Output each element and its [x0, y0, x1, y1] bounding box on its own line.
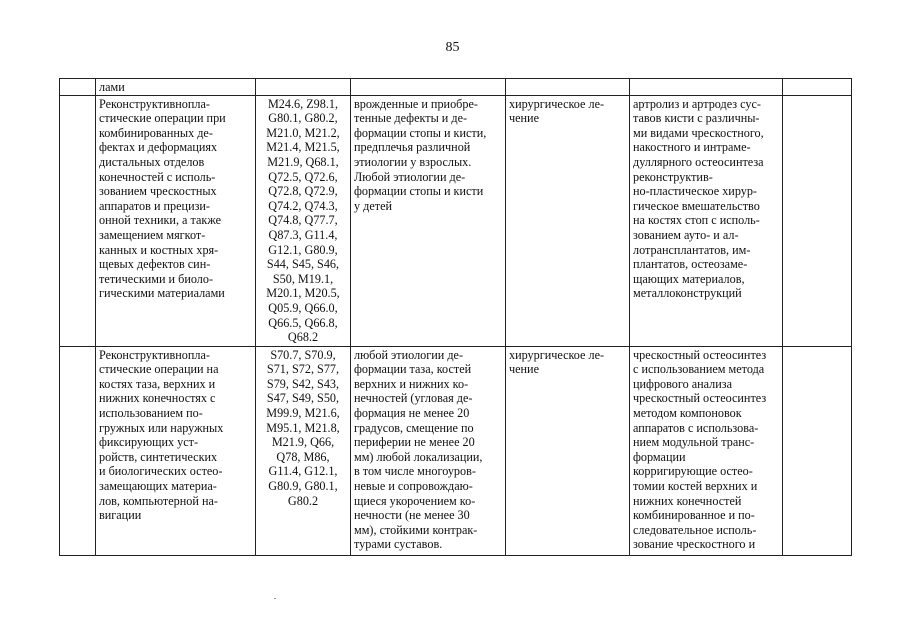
cell-text-line: любой этиологии де- [354, 347, 463, 362]
medical-procedures-table [59, 78, 852, 556]
cell-text-line: дистальных отделов [99, 154, 205, 169]
condition-cell [351, 95, 506, 346]
treatment-description-cell [630, 95, 783, 346]
cell-text-line: S70.7, S70.9, [270, 347, 336, 362]
cell-text-line: этиологии у взрослых. [354, 154, 472, 169]
cell-text-line: Q05.9, Q66.0, [268, 300, 338, 315]
cell-text-line: M21.9, Q68.1, [267, 154, 339, 169]
diagnosis-codes-cell [256, 346, 351, 555]
cell-text-line: M95.1, M21.8, [266, 420, 340, 435]
cell-text-line: фектах и деформациях [99, 140, 218, 155]
extra-cell [783, 346, 852, 555]
cell-text-line: артролиз и артродез сус- [633, 96, 761, 111]
cell-text-line: Q74.8, Q77.7, [268, 213, 338, 228]
cell-text-line: чрескостный остеосинтез [633, 347, 767, 362]
diagnosis-codes-cell [256, 79, 351, 96]
treatment-description-cell [630, 346, 783, 555]
cell-text-line: и биологических остео- [99, 464, 223, 479]
cell-text-line: использованием по- [99, 405, 203, 420]
cell-text-line: верхних и нижних ко- [354, 376, 469, 391]
cell-text-line: гружных или наружных [99, 420, 224, 435]
cell-text-line: чение [509, 111, 539, 126]
cell-text-line: чрескостный остеосинтез [633, 391, 767, 406]
table-row [60, 79, 852, 96]
cell-text-line: S44, S45, S46, [266, 257, 340, 272]
cell-text-line: M21.4, M21.5, [266, 140, 340, 155]
cell-text-line: лотрансплантатов, им- [633, 242, 751, 257]
extra-cell [783, 95, 852, 346]
cell-text-line: на костях стоп с исполь- [633, 213, 760, 228]
cell-text-line: формации стопы и кисти, [354, 125, 487, 140]
cell-text-line: S50, M19.1, [272, 271, 334, 286]
cell-text-line: комбинированное и по- [633, 508, 755, 523]
cell-text-line: формации [633, 449, 686, 464]
cell-text-line: Реконструктивнопла- [99, 96, 210, 111]
cell-text-line: щевых дефектов син- [99, 257, 211, 272]
cell-text-line: зование чрескостного и [633, 537, 756, 552]
cell-text-line: щиеся укорочением ко- [354, 493, 476, 508]
condition-cell [351, 346, 506, 555]
cell-text-line: стические операции на [99, 362, 219, 377]
cell-text-line: томии костей верхних и [633, 478, 758, 493]
diagnosis-codes-cell [256, 95, 351, 346]
treatment-description-cell [630, 79, 783, 96]
cell-text-line: формация не менее 20 [354, 405, 470, 420]
cell-text-line: ройств, синтетических [99, 449, 218, 464]
cell-text-line: дуллярного остеосинтеза [633, 154, 764, 169]
cell-text-line: формации таза, костей [354, 362, 472, 377]
cell-text-line: врожденные и приобре- [354, 96, 478, 111]
cell-text-line: Q78, M86, [276, 449, 330, 464]
table-body [60, 79, 852, 556]
cell-text-line: нечности (не менее 30 [354, 508, 470, 523]
cell-text-line: M99.9, M21.6, [266, 405, 340, 420]
cell-text-line: тенные дефекты и де- [354, 111, 468, 126]
cell-text-line: гическими материалами [99, 286, 225, 301]
cell-text-line: в том числе многоуров- [354, 464, 476, 479]
cell-text-line: лами [99, 80, 125, 94]
cell-text-line: нижних конечностях с [99, 391, 216, 406]
cell-text-line: ми видами чрескостного, [633, 125, 764, 140]
cell-text-line: корригирующие остео- [633, 464, 753, 479]
cell-text-line: чение [509, 362, 539, 377]
cell-text-line: щающих материалов, [633, 271, 745, 286]
cell-text-line: металлоконструкций [633, 286, 742, 301]
cell-text-line: тавов кисти с различны- [633, 111, 760, 126]
cell-text-line: хирургическое ле- [509, 96, 605, 111]
cell-text-line: цифрового анализа [633, 376, 733, 391]
cell-text-line: M24.6, Z98.1, [267, 96, 339, 111]
cell-text-line: градусов, смещение по [354, 420, 474, 435]
cell-text-line: периферии не менее 20 [354, 435, 475, 450]
cell-text-line: хирургическое ле- [509, 347, 605, 362]
cell-text-line: зованием ауто- и ал- [633, 227, 739, 242]
method-cell [96, 95, 256, 346]
cell-text-line: Q72.5, Q72.6, [268, 169, 338, 184]
cell-text-line: онной техники, а также [99, 213, 221, 228]
cell-text-line: G11.4, G12.1, [268, 464, 338, 479]
cell-text-line: Q66.5, Q66.8, [268, 315, 338, 330]
cell-text-line: стические операции при [99, 111, 226, 126]
cell-text-line: фиксирующих уст- [99, 435, 199, 450]
cell-text-line: с использованием метода [633, 362, 765, 377]
cell-text-line: лов, компьютерной на- [99, 493, 218, 508]
cell-text-line: G80.2 [287, 493, 319, 508]
cell-text-line: замещающих материа- [99, 478, 217, 493]
cell-text-line: нечностей (угловая де- [354, 391, 473, 406]
cell-text-line: турами суставов. [354, 537, 443, 552]
cell-text-line: Реконструктивнопла- [99, 347, 210, 362]
cell-text-line: G80.9, G80.1, [268, 478, 338, 493]
cell-text-line: плантатов, остеозаме- [633, 257, 748, 272]
cell-text-line: конечностей с исполь- [99, 169, 216, 184]
cell-text-line: G12.1, G80.9, [268, 242, 338, 257]
cell-text-line: следовательное исполь- [633, 522, 757, 537]
treatment-type-cell [506, 79, 630, 96]
page-number: 85 [445, 40, 460, 55]
table-row [60, 95, 852, 346]
cell-text-line: аппаратов с использова- [633, 420, 759, 435]
row-number-cell [60, 79, 96, 96]
cell-text-line: Любой этиологии де- [354, 169, 466, 184]
row-number-cell [60, 346, 96, 555]
cell-text-line: M20.1, M20.5, [266, 286, 340, 301]
cell-text-line: невые и сопровождаю- [354, 478, 473, 493]
cell-text-line: костях таза, верхних и [99, 376, 216, 391]
treatment-type-cell [506, 95, 630, 346]
row-number-cell [60, 95, 96, 346]
cell-text-line: мм), стойкими контрак- [354, 522, 478, 537]
cell-text-line: формации стопы и кисти [354, 184, 484, 199]
cell-text-line: реконструктив- [633, 169, 713, 184]
cell-text-line: предплечья различной [354, 140, 471, 155]
cell-text-line: вигации [99, 508, 142, 523]
cell-text-line: у детей [354, 198, 393, 213]
cell-text-line: S79, S42, S43, [266, 376, 340, 391]
cell-text-line: накостного и интраме- [633, 140, 751, 155]
condition-cell [351, 79, 506, 96]
cell-text-line: M21.9, Q66, [271, 435, 335, 450]
cell-text-line: M21.0, M21.2, [266, 125, 340, 140]
cell-text-line: гическое вмешательство [633, 198, 760, 213]
cell-text-line: нижних конечностей [633, 493, 742, 508]
method-cell [96, 79, 256, 96]
cell-text-line: S47, S49, S50, [266, 391, 340, 406]
treatment-type-cell [506, 346, 630, 555]
table-row [60, 346, 852, 555]
cell-text-line: аппаратов и прецизи- [99, 198, 210, 213]
cell-text-line: мм) любой локализации, [354, 449, 483, 464]
cell-text-line: но-пластическое хирур- [633, 184, 757, 199]
cell-text-line: G80.1, G80.2, [268, 111, 338, 126]
scan-speck [274, 598, 276, 599]
cell-text-line: комбинированных де- [99, 125, 213, 140]
cell-text-line: Q72.8, Q72.9, [268, 184, 338, 199]
cell-text-line: Q87.3, G11.4, [268, 227, 338, 242]
cell-text-line: S71, S72, S77, [266, 362, 340, 377]
cell-text-line: методом компоновок [633, 405, 742, 420]
cell-text-line: нием модульной транс- [633, 435, 755, 450]
cell-text-line: Q68.2 [287, 330, 319, 345]
cell-text-line: зованием чрескостных [99, 184, 217, 199]
cell-text-line: замещением мягкот- [99, 227, 206, 242]
cell-text-line: Q74.2, Q74.3, [268, 198, 338, 213]
extra-cell [783, 79, 852, 96]
method-cell [96, 346, 256, 555]
cell-text-line: канных и костных хря- [99, 242, 219, 257]
cell-text-line: тетическими и биоло- [99, 271, 214, 286]
